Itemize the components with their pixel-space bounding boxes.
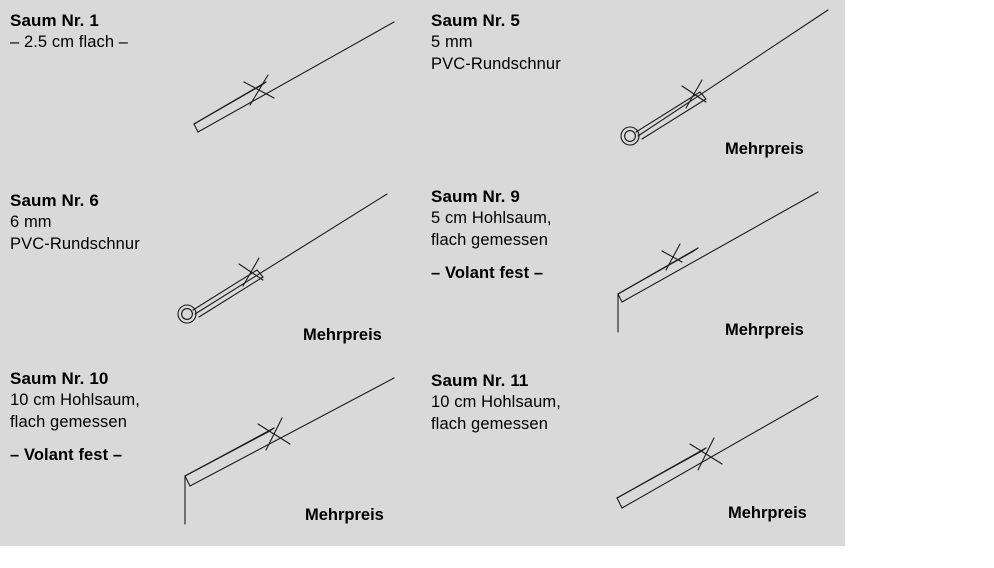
hem-variant: – Volant fest – [10,445,123,464]
hem-surcharge: Mehrpreis [303,326,382,344]
hem-drawing-flat-hem-tube [180,20,410,150]
hem-detail-line: – 2.5 cm flach – [10,33,129,52]
hem-label-block [431,186,552,285]
hem-label-block [431,10,561,76]
hem-title: Saum Nr. 10 [10,369,109,388]
hem-detail-line: flach gemessen [431,231,548,250]
hem-title: Saum Nr. 6 [10,191,99,210]
hem-detail-line: PVC-Rundschnur [431,55,561,74]
hem-detail-line: flach gemessen [431,415,548,434]
hem-item-saum-5 [420,0,845,176]
hem-detail-line: 6 mm [10,213,52,232]
hem-surcharge: Mehrpreis [305,506,384,524]
hem-detail-line: PVC-Rundschnur [10,235,140,254]
hem-item-saum-9 [420,176,845,356]
hem-item-saum-6 [0,176,420,356]
hem-label-block [431,370,561,436]
hem-title: Saum Nr. 9 [431,187,520,206]
hem-item-saum-11 [420,356,845,546]
hem-drawing-cord-hem-loop [165,192,400,332]
hem-detail-line: 5 mm [431,33,473,52]
hem-drawing-hollow-hem-flounce [172,376,407,526]
hem-surcharge: Mehrpreis [728,504,807,522]
hem-label-block [10,368,140,467]
hem-label-block [10,10,128,54]
hem-drawing-hollow-hem-flounce [600,190,830,335]
hem-item-saum-1 [0,0,420,176]
hem-title: Saum Nr. 11 [431,371,529,390]
hem-title: Saum Nr. 1 [10,11,99,30]
hem-item-saum-10 [0,356,420,546]
hem-detail-line: 10 cm Hohlsaum, [10,391,140,410]
hem-title: Saum Nr. 5 [431,11,520,30]
hem-drawing-cord-hem-loop [600,8,835,148]
hem-detail-line: 10 cm Hohlsaum, [431,393,561,412]
hem-surcharge: Mehrpreis [725,321,804,339]
hem-variant: – Volant fest – [431,263,544,282]
hem-surcharge: Mehrpreis [725,140,804,158]
hem-label-block [10,190,140,256]
hem-detail-line: 5 cm Hohlsaum, [431,209,552,228]
hem-detail-line: flach gemessen [10,413,127,432]
